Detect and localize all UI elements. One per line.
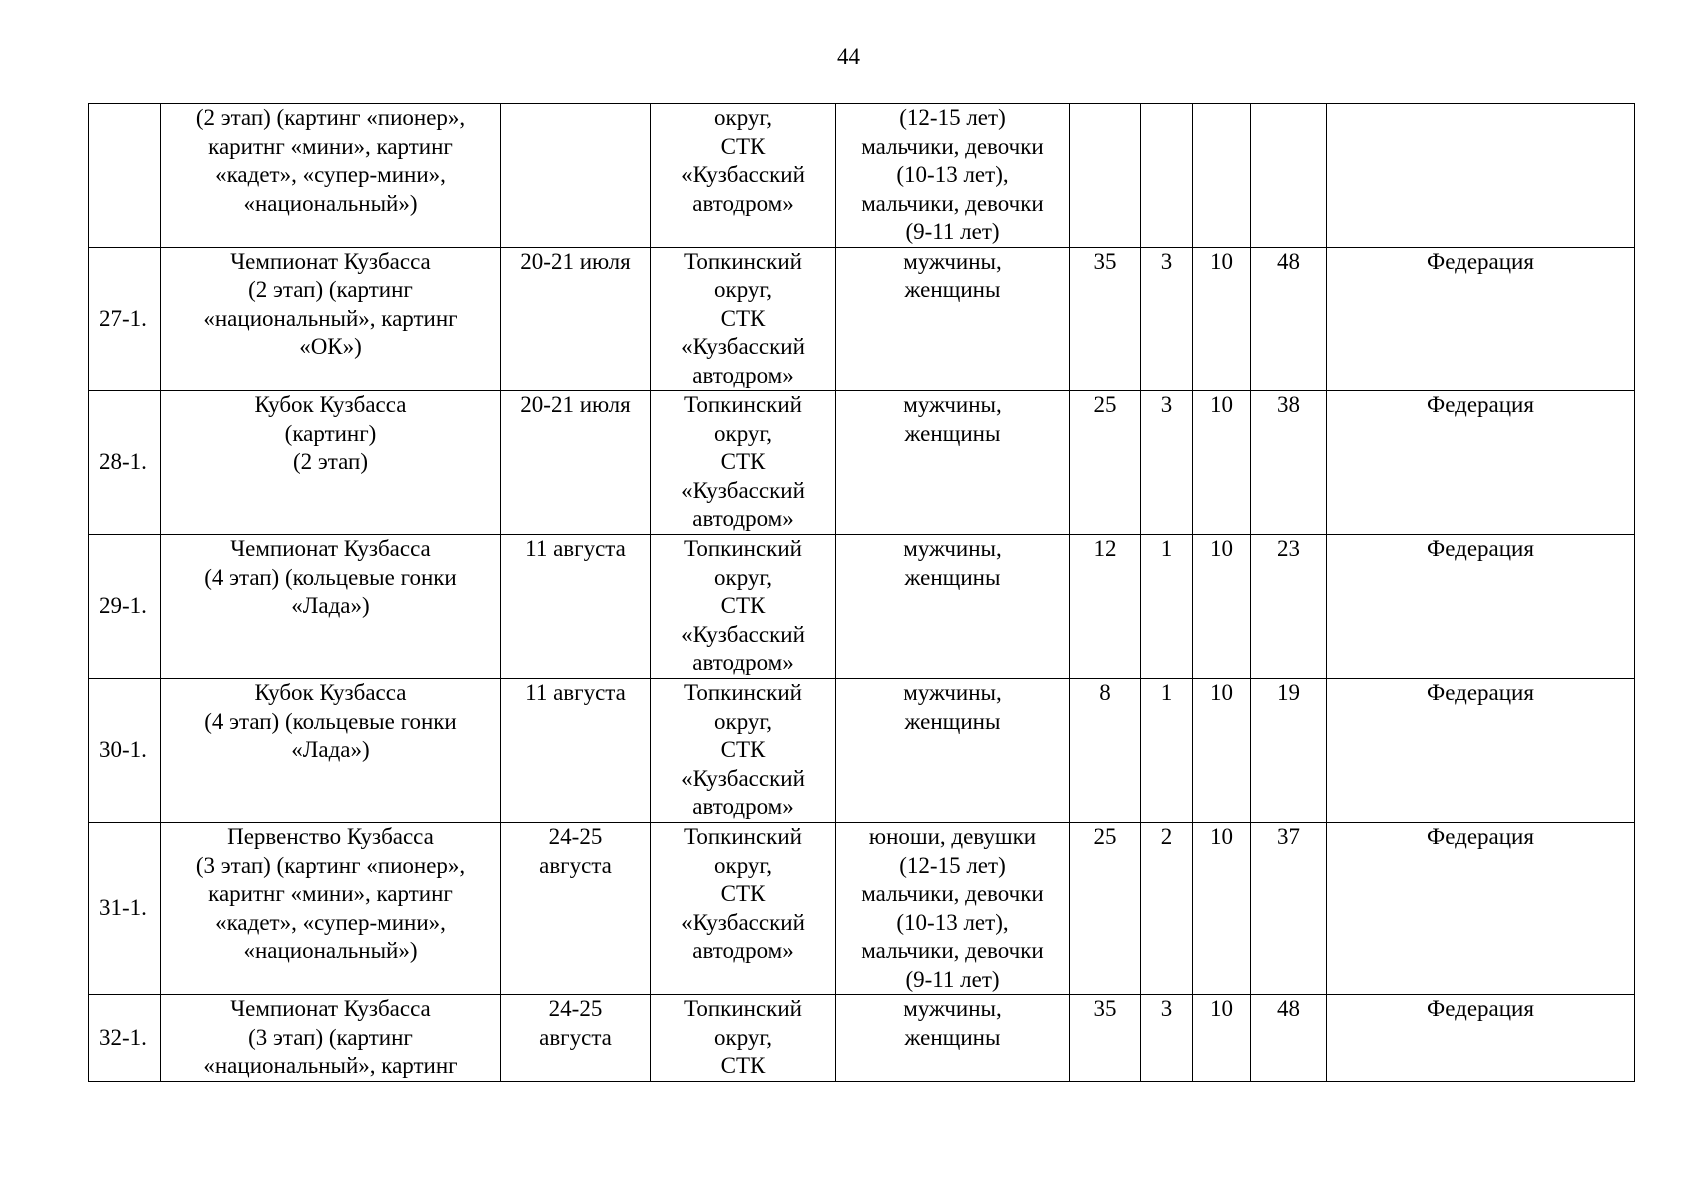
event-place-cell-line: СТК (720, 593, 766, 618)
participants-cell-line: мальчики, девочки (861, 133, 1044, 159)
event-place-cell-line: «Кузбасский (681, 162, 805, 187)
event-place-cell-line: автодром» (692, 362, 794, 388)
event-date-cell (501, 679, 651, 823)
organizer-cell: Федерация (1327, 535, 1635, 679)
event-place-cell-line: автодром» (692, 506, 794, 531)
event-name-cell-line: (3 этап) (картинг (248, 1024, 413, 1050)
count-cell: 1 (1141, 535, 1193, 679)
event-name-cell-line: «ОК») (299, 334, 362, 359)
event-place-cell-line: округ, (714, 277, 772, 302)
organizer-cell: Федерация (1327, 247, 1635, 391)
participants-cell-line: мужчины, (903, 248, 1002, 274)
event-place-cell-line: СТК (720, 305, 766, 331)
participants-cell-line: мальчики, девочки (861, 881, 1044, 906)
event-name-cell-line: Кубок Кузбасса (254, 392, 407, 417)
count-cell: 25 (1070, 823, 1141, 995)
table-row (89, 995, 1635, 1082)
table-row (89, 104, 1635, 248)
event-place-cell-line: округ, (714, 1024, 772, 1050)
event-place-cell (651, 679, 836, 823)
participants-cell-line: женщины (904, 420, 1001, 446)
event-place-cell-line: округ, (714, 420, 772, 446)
event-place-cell-line: СТК (720, 1053, 766, 1078)
page-number: 44 (837, 44, 860, 69)
event-name-cell-line: (2 этап) (картинг «пионер», (195, 105, 466, 130)
count-cell (1193, 104, 1251, 248)
participants-cell (836, 535, 1070, 679)
event-date-cell-line: 11 августа (525, 536, 626, 561)
participants-cell-line: (9-11 лет) (905, 219, 1000, 244)
total-cell: 48 (1251, 995, 1327, 1082)
participants-cell-line: женщины (904, 1024, 1001, 1050)
event-name-cell-line: «национальный», картинг (203, 1053, 458, 1078)
count-cell: 35 (1070, 995, 1141, 1082)
event-place-cell-line: округ, (714, 852, 772, 878)
event-place-cell-line: автодром» (692, 190, 794, 216)
event-name-cell (161, 679, 501, 823)
row-number-cell: 27-1. (89, 247, 161, 391)
event-date-cell-line: августа (539, 852, 612, 878)
count-cell: 25 (1070, 391, 1141, 535)
event-place-cell-line: СТК (720, 449, 766, 474)
participants-cell-line: юноши, девушки (868, 824, 1037, 849)
event-place-cell-line: «Кузбасский (681, 909, 805, 935)
row-number-cell: 29-1. (89, 535, 161, 679)
event-date-cell-line: 11 августа (525, 680, 626, 705)
event-name-cell-line: (4 этап) (кольцевые гонки (204, 564, 457, 590)
row-number-cell (89, 104, 161, 248)
count-cell: 35 (1070, 247, 1141, 391)
event-place-cell-line: Топкинский (684, 824, 802, 849)
row-number-cell: 32-1. (89, 995, 161, 1082)
count-cell: 12 (1070, 535, 1141, 679)
event-place-cell-line: «Кузбасский (681, 477, 805, 503)
event-name-cell-line: «национальный», картинг (203, 305, 458, 331)
event-place-cell-line: «Кузбасский (681, 621, 805, 647)
event-place-cell (651, 391, 836, 535)
event-place-cell-line: СТК (720, 881, 766, 906)
event-name-cell (161, 247, 501, 391)
event-place-cell (651, 995, 836, 1082)
event-date-cell (501, 391, 651, 535)
organizer-cell: Федерация (1327, 391, 1635, 535)
row-number-cell: 30-1. (89, 679, 161, 823)
participants-cell (836, 391, 1070, 535)
participants-cell (836, 104, 1070, 248)
participants-cell-line: мужчины, (903, 680, 1002, 705)
total-cell: 48 (1251, 247, 1327, 391)
participants-cell-line: (10-13 лет), (896, 162, 1009, 187)
count-cell (1070, 104, 1141, 248)
event-date-cell (501, 535, 651, 679)
organizer-cell (1327, 104, 1635, 248)
event-place-cell-line: автодром» (692, 938, 794, 963)
event-name-cell (161, 104, 501, 248)
event-name-cell-line: «национальный») (243, 938, 418, 963)
event-date-cell-line: 20-21 июля (520, 248, 631, 274)
count-cell: 1 (1141, 679, 1193, 823)
event-place-cell (651, 823, 836, 995)
event-date-cell-line: 20-21 июля (520, 392, 631, 417)
event-name-cell (161, 995, 501, 1082)
participants-cell-line: мужчины, (903, 536, 1002, 561)
event-name-cell-line: «кадет», «супер-мини», (215, 909, 446, 935)
event-place-cell-line: «Кузбасский (681, 765, 805, 791)
participants-cell (836, 995, 1070, 1082)
count-cell: 10 (1193, 535, 1251, 679)
count-cell: 3 (1141, 995, 1193, 1082)
events-table (88, 103, 1635, 1082)
count-cell: 3 (1141, 247, 1193, 391)
participants-cell-line: мальчики, девочки (861, 190, 1044, 216)
event-place-cell-line: Топкинский (684, 680, 802, 705)
event-name-cell-line: Кубок Кузбасса (254, 680, 407, 705)
table-row (89, 247, 1635, 391)
event-place-cell-line: СТК (720, 133, 766, 159)
row-number-cell: 31-1. (89, 823, 161, 995)
event-date-cell-line: 24-25 (548, 996, 603, 1021)
event-name-cell-line: «Лада») (291, 737, 370, 762)
count-cell: 10 (1193, 247, 1251, 391)
count-cell: 10 (1193, 679, 1251, 823)
total-cell: 23 (1251, 535, 1327, 679)
event-name-cell (161, 391, 501, 535)
count-cell: 3 (1141, 391, 1193, 535)
participants-cell (836, 823, 1070, 995)
event-name-cell-line: каритнг «мини», картинг (208, 881, 453, 906)
event-name-cell-line: каритнг «мини», картинг (208, 133, 453, 159)
event-place-cell-line: Топкинский (684, 392, 802, 417)
event-name-cell-line: Чемпионат Кузбасса (230, 536, 431, 561)
event-name-cell-line: (3 этап) (картинг «пионер», (195, 852, 466, 878)
participants-cell-line: женщины (904, 708, 1001, 734)
event-place-cell (651, 247, 836, 391)
event-place-cell-line: округ, (714, 105, 772, 130)
participants-cell-line: (10-13 лет), (896, 909, 1009, 935)
total-cell: 37 (1251, 823, 1327, 995)
table-row (89, 679, 1635, 823)
count-cell: 8 (1070, 679, 1141, 823)
event-place-cell (651, 104, 836, 248)
event-place-cell (651, 535, 836, 679)
participants-cell-line: (12-15 лет) (899, 105, 1006, 130)
total-cell (1251, 104, 1327, 248)
event-place-cell-line: Топкинский (684, 248, 802, 274)
participants-cell-line: мужчины, (903, 996, 1002, 1021)
event-place-cell-line: округ, (714, 708, 772, 734)
participants-cell-line: мальчики, девочки (861, 938, 1044, 963)
count-cell: 10 (1193, 995, 1251, 1082)
event-name-cell-line: «кадет», «супер-мини», (215, 162, 446, 187)
event-place-cell-line: «Кузбасский (681, 334, 805, 359)
event-name-cell (161, 535, 501, 679)
event-name-cell-line: Первенство Кузбасса (227, 824, 434, 849)
organizer-cell: Федерация (1327, 679, 1635, 823)
table-row (89, 823, 1635, 995)
event-name-cell-line: (4 этап) (кольцевые гонки (204, 708, 457, 734)
event-name-cell-line: Чемпионат Кузбасса (230, 996, 431, 1021)
event-place-cell-line: автодром» (692, 650, 794, 675)
count-cell (1141, 104, 1193, 248)
event-name-cell-line: (2 этап) (картинг (248, 277, 413, 302)
organizer-cell: Федерация (1327, 995, 1635, 1082)
table-row (89, 535, 1635, 679)
event-date-cell-line: 24-25 (548, 824, 603, 849)
total-cell: 19 (1251, 679, 1327, 823)
event-place-cell-line: Топкинский (684, 536, 802, 561)
event-date-cell (501, 247, 651, 391)
event-place-cell-line: СТК (720, 737, 766, 762)
participants-cell-line: (12-15 лет) (899, 852, 1006, 878)
participants-cell-line: мужчины, (903, 392, 1002, 417)
event-date-cell (501, 104, 651, 248)
count-cell: 10 (1193, 823, 1251, 995)
event-place-cell-line: округ, (714, 564, 772, 590)
event-date-cell (501, 995, 651, 1082)
participants-cell (836, 679, 1070, 823)
event-name-cell (161, 823, 501, 995)
event-name-cell-line: Чемпионат Кузбасса (230, 248, 431, 274)
event-name-cell-line: (2 этап) (293, 449, 368, 474)
participants-cell (836, 247, 1070, 391)
event-name-cell-line: «Лада») (291, 593, 370, 618)
table-row (89, 391, 1635, 535)
count-cell: 10 (1193, 391, 1251, 535)
participants-cell-line: женщины (904, 564, 1001, 590)
total-cell: 38 (1251, 391, 1327, 535)
event-place-cell-line: Топкинский (684, 996, 802, 1021)
participants-cell-line: женщины (904, 277, 1001, 302)
organizer-cell: Федерация (1327, 823, 1635, 995)
row-number-cell: 28-1. (89, 391, 161, 535)
count-cell: 2 (1141, 823, 1193, 995)
event-date-cell (501, 823, 651, 995)
event-place-cell-line: автодром» (692, 794, 794, 819)
participants-cell-line: (9-11 лет) (905, 966, 1000, 992)
event-name-cell-line: (картинг) (284, 420, 377, 446)
event-name-cell-line: «национальный») (243, 190, 418, 216)
event-date-cell-line: августа (539, 1024, 612, 1050)
